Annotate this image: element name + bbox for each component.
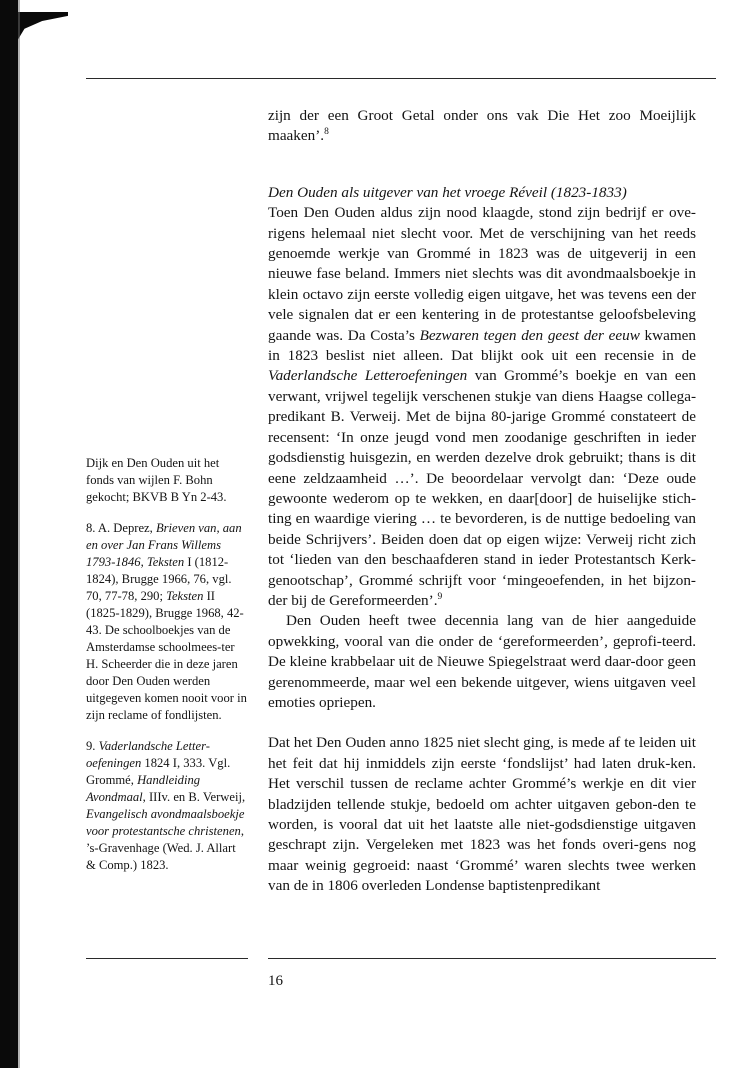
footnote-continuation: Dijk en Den Ouden uit het fonds van wijlen F. Bohn gekocht; BKVB B Yn 2-43. [86, 456, 227, 504]
scan-corner-mark [0, 12, 68, 40]
footnote-9: 9. Vaderlandsche Letter-oefeningen 1824 I, 333. Vgl. Grommé, Handleiding Avondmaal, IIIv. en B. Verweij, Evangelisch avondmaalsboekje voor protestantsche christenen, ’s-Gravenhage (Wed. J. Allart & Comp.) 1823. [86, 739, 246, 872]
section-heading: Den Ouden als uitgever van het vroege Réveil (1823-1833) [268, 183, 627, 201]
footnotes-footer-rule [86, 958, 248, 959]
paragraph-fondslijst: Dat het Den Ouden anno 1825 niet slecht ging, is mede af te leiden uit het feit dat hij inmiddels zijn eerste ‘fondslijst’ had laten druk-ken. Het verschil tussen de reclame achter Grommé’s werkje en dit vier bladzijden tellende stukje, bedoeld om achter uitgaven gebon-den te worden, is vooral dat uit het laatste alle niet-godsdienstige uitgaven geschrapt zijn. Vergeleken met 1823 was het fonds overi-gens nog maar weinig gegroeid: naast ‘Grommé’ waren slechts twee werken van de in 1806 overleden Londense baptistenpredikant [268, 734, 696, 895]
paragraph-opwekking: Den Ouden heeft twee decennia lang van de hier aangeduide opwekking, vooral van die onder de ‘gereformeerden’, geprofi-teerd. De kleine krabbelaar uit de Nieuwe Spiegelstraat werd daar-door geen gerenommeerde, maar wel een bekende uitgever, wiens uitgaven veel emoties opriepen. [268, 612, 696, 711]
footnote-8: 8. A. Deprez, Brieven van, aan en over Jan Frans Willems 1793-1846, Teksten I (1812-1824), Brugge 1966, 76, vgl. 70, 77-78, 290; Teksten II (1825-1829), Brugge 1968, 42-43. De schoolboekjes van de Amsterdamse schoolmees-ter H. Scheerder die in deze jaren door Den Ouden werden uitgegeven komen nooit voor in zijn reclame of fondlijsten. [86, 521, 247, 722]
title-letteroefeningen: Vaderlandsche Letteroefeningen [268, 367, 468, 385]
paragraph-intro: Toen Den Ouden aldus zijn nood klaagde, stond zijn bedrijf er ove-rigens helemaal niet slecht voor. Met de verschijning van het reeds genoemde werkje van Grommé in 1823 was de uitgeverij in een nieuwe fase beland. Immers niet slechts was dit avondmaalsboekje in klein octavo zijn eerste volledig eigen uitgave, het was tevens een der vele signalen dat er een kentering in de protestantse geloofsbeleving gaande was. Da Costa’s Bezwaren tegen den geest der eeuw kwamen in 1823 beslist niet alleen. Dat blijkt ook uit een recensie in de Vaderlandsche Letteroefeningen van Grommé’s boekje en van een verwant, vrijwel tegelijk verschenen stukje van diens Haagse collega-predikant B. Verweij. Met de bijna 80-jarige Grommé constateert de recensent: ‘In onze jeugd vond men zoodanige geschriften in ieder godsdienstig huisgezin, en werden dezelve drok gebruikt; thans is dit eene zeldzaamheid …’. De beoordelaar vervolgt dan: ‘Deze oude gewoonte wederom op te wekken, en daar[door] de huiselijke stich-ting en waardige viering … te bevorderen, is de nuttige bedoeling van beide Schrijvers’. Beiden doen dat op eigen wijze: Verweij richt zich tot ‘lieden van den beschaafderen stand in ieder Protestantsch Kerk-genootschap’, Grommé schrijft voor ‘mingeoefenden, in het bijzon-der bij de Gereformeerden’.$^9$ [268, 204, 696, 609]
header-rule [86, 78, 716, 79]
paragraph-continuation: zijn der een Groot Getal onder ons vak Die Het zoo Moeijlijk maaken’.$^8$ [268, 107, 696, 145]
footnote-ref-8: 8 [324, 127, 329, 138]
scan-edge-line [18, 0, 20, 1068]
main-text-column [268, 106, 696, 897]
title-bezwaren: Bezwaren tegen den geest der eeuw [419, 326, 640, 344]
main-footer-rule [268, 958, 716, 959]
footnote-ref-9: 9 [437, 591, 443, 602]
footnotes-column [86, 455, 248, 888]
scan-edge-shadow [0, 0, 18, 1068]
page-number: 16 [268, 973, 283, 989]
